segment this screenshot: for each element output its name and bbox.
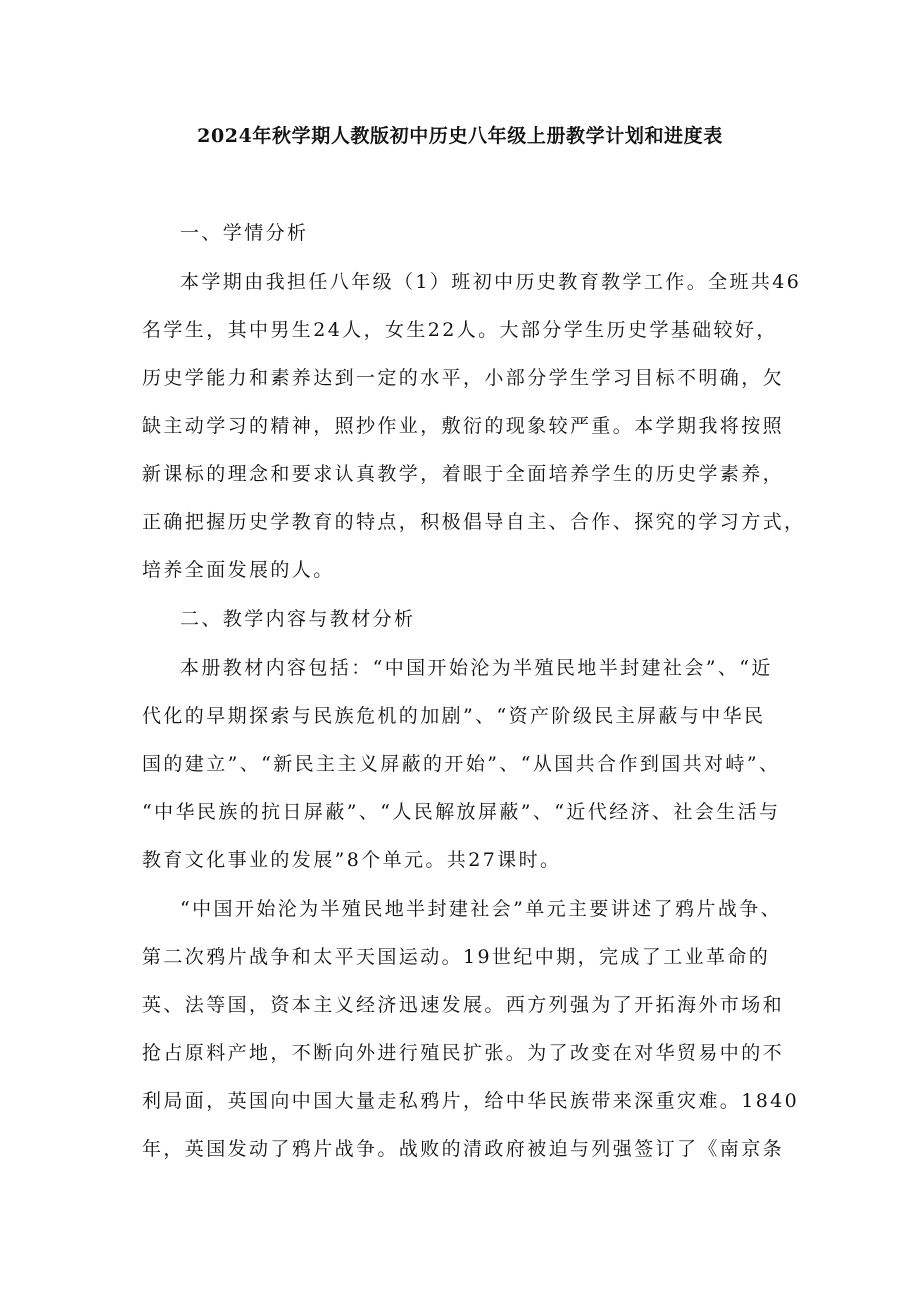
paragraph-line: 抢占原料产地，不断向外进行殖民扩张。为了改变在对华贸易中的不 bbox=[142, 1042, 785, 1064]
paragraph-line: 新课标的理念和要求认真教学，着眼于全面培养学生的历史学素养， bbox=[142, 463, 785, 485]
paragraph-line: 名学生，其中男生24人，女生22人。大部分学生历史学基础较好， bbox=[142, 319, 778, 341]
paragraph-line: 缺主动学习的精神，照抄作业，敷衍的现象较严重。本学期我将按照 bbox=[142, 415, 785, 437]
paragraph-line: 正确把握历史学教育的特点，积极倡导自主、合作、探究的学习方式， bbox=[142, 511, 806, 533]
paragraph-line: “中华民族的抗日屏蔽”、“人民解放屏蔽”、“近代经济、社会生活与 bbox=[142, 801, 781, 823]
section-heading-learning-analysis: 一、学情分析 bbox=[180, 222, 309, 244]
paragraph-line: 年，英国发动了鸦片战争。战败的清政府被迫与列强签订了《南京条 bbox=[142, 1138, 785, 1160]
section-heading-content-analysis: 二、教学内容与教材分析 bbox=[180, 608, 416, 630]
paragraph-line: 本册教材内容包括：“中国开始沦为半殖民地半封建社会”、“近 bbox=[180, 657, 773, 679]
paragraph-line: 利局面，英国向中国大量走私鸦片，给中华民族带来深重灾难。1840 bbox=[142, 1090, 800, 1112]
paragraph-line: “中国开始沦为半殖民地半封建社会”单元主要讲述了鸦片战争、 bbox=[180, 898, 783, 920]
paragraph-line: 培养全面发展的人。 bbox=[142, 559, 335, 581]
paragraph-line: 教育文化事业的发展”8个单元。共27课时。 bbox=[142, 849, 562, 871]
document-title: 2024年秋学期人教版初中历史八年级上册教学计划和进度表 bbox=[197, 125, 723, 147]
paragraph-line: 代化的早期探索与民族危机的加剧”、“资产阶级民主屏蔽与中华民 bbox=[142, 705, 766, 727]
paragraph-line: 历史学能力和素养达到一定的水平，小部分学生学习目标不明确，欠 bbox=[142, 367, 785, 389]
paragraph-line: 国的建立”、“新民主主义屏蔽的开始”、“从国共合作到国共对峙”、 bbox=[142, 753, 781, 775]
paragraph-line: 第二次鸦片战争和太平天国运动。19世纪中期，完成了工业革命的 bbox=[142, 946, 771, 968]
paragraph-line: 本学期由我担任八年级（1）班初中历史教育教学工作。全班共46 bbox=[180, 271, 802, 293]
paragraph-line: 英、法等国，资本主义经济迅速发展。西方列强为了开拓海外市场和 bbox=[142, 994, 785, 1016]
